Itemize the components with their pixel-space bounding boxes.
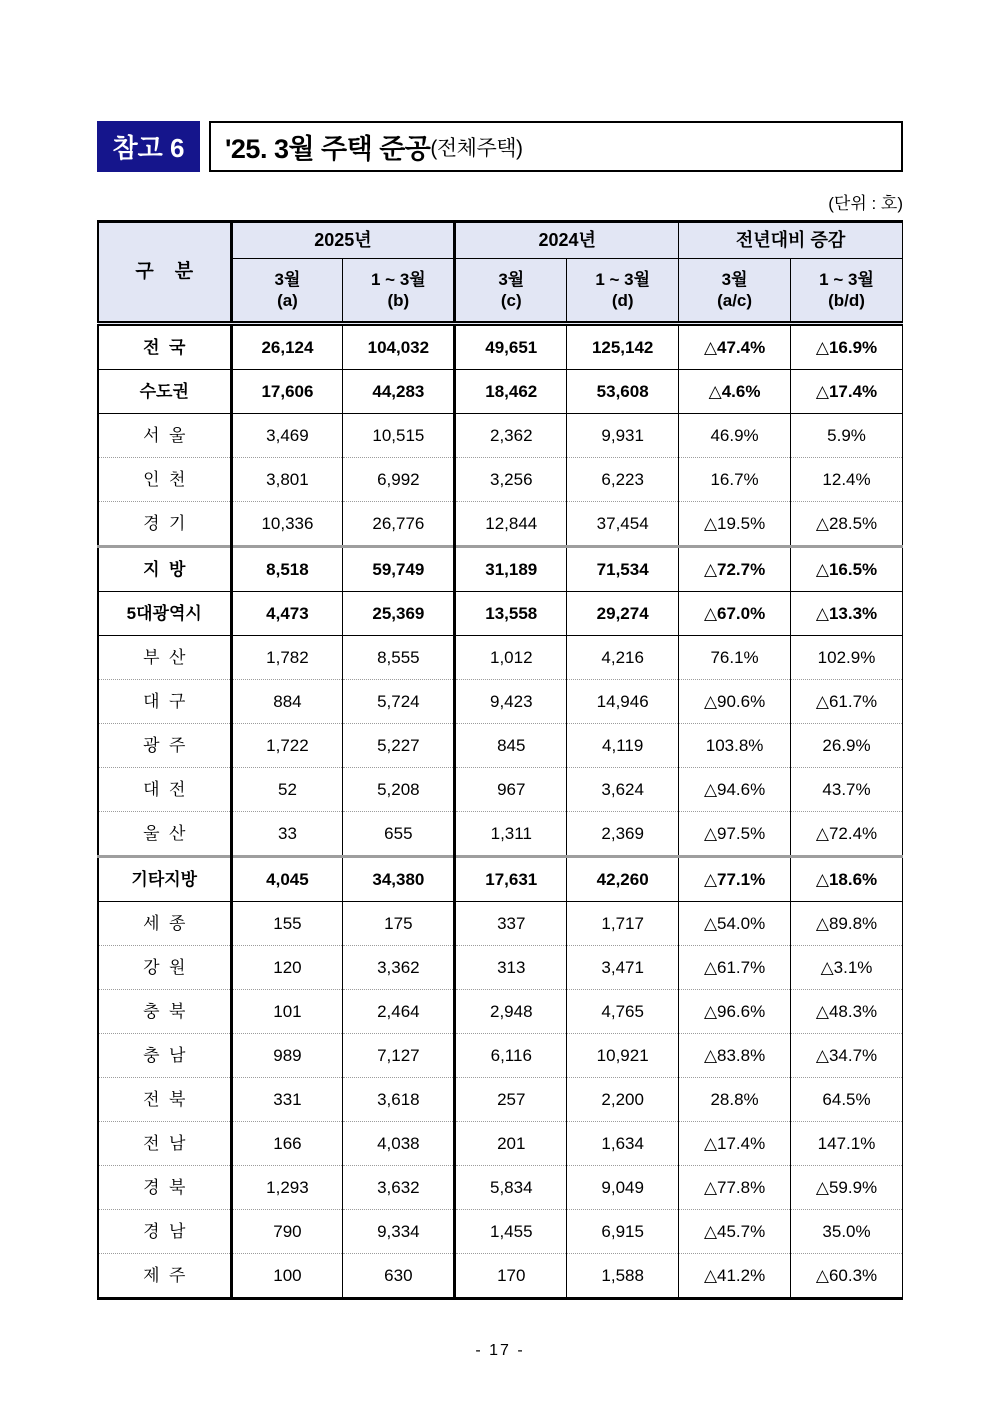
page-title: '25. 3월 주택 준공	[225, 134, 431, 164]
subheader-line1: 1 ~ 3월	[819, 269, 874, 289]
cell-2025-mar: 4,473	[231, 592, 343, 636]
cell-2025-q1: 5,227	[343, 724, 455, 768]
subheader-yoy-q1	[791, 259, 903, 324]
housing-completion-table	[97, 220, 903, 1300]
cell-2025-mar: 1,722	[231, 724, 343, 768]
cell-yoy-mar: △83.8%	[679, 1034, 791, 1078]
cell-2025-mar: 8,518	[231, 547, 343, 592]
subheader-line2: (b)	[387, 291, 410, 310]
table-row	[98, 946, 903, 990]
cell-yoy-mar: △54.0%	[679, 902, 791, 946]
cell-2024-mar: 1,012	[455, 636, 567, 680]
row-label: 강 원	[98, 946, 231, 990]
group-header-yoy: 전년대비 증감	[679, 222, 903, 259]
table-row	[98, 1078, 903, 1122]
cell-2025-mar: 3,801	[231, 458, 343, 502]
cell-2025-q1: 2,464	[343, 990, 455, 1034]
subheader-2025-mar	[231, 259, 343, 324]
subheader-line1: 3월	[721, 269, 748, 289]
cell-2025-q1: 5,208	[343, 768, 455, 812]
cell-2024-mar: 17,631	[455, 857, 567, 902]
table-row	[98, 414, 903, 458]
row-label: 제 주	[98, 1254, 231, 1299]
cell-yoy-mar: △19.5%	[679, 502, 791, 547]
cell-2025-q1: 175	[343, 902, 455, 946]
cell-yoy-mar: △4.6%	[679, 370, 791, 414]
cell-yoy-mar: △96.6%	[679, 990, 791, 1034]
page-number: - 17 -	[475, 1342, 525, 1359]
cell-2024-mar: 967	[455, 768, 567, 812]
cell-2024-q1: 3,471	[567, 946, 679, 990]
table-row	[98, 680, 903, 724]
subheader-2024-q1	[567, 259, 679, 324]
cell-yoy-q1: △72.4%	[791, 812, 903, 857]
cell-2024-mar: 49,651	[455, 324, 567, 370]
cell-2024-q1: 1,588	[567, 1254, 679, 1299]
cell-2025-q1: 59,749	[343, 547, 455, 592]
cell-2024-q1: 10,921	[567, 1034, 679, 1078]
cell-2025-mar: 790	[231, 1210, 343, 1254]
cell-yoy-q1: △3.1%	[791, 946, 903, 990]
cell-2025-q1: 630	[343, 1254, 455, 1299]
cell-2024-mar: 170	[455, 1254, 567, 1299]
cell-2025-q1: 6,992	[343, 458, 455, 502]
cell-2024-q1: 71,534	[567, 547, 679, 592]
cell-yoy-mar: △17.4%	[679, 1122, 791, 1166]
cell-2025-q1: 26,776	[343, 502, 455, 547]
table-row	[98, 592, 903, 636]
cell-2025-q1: 34,380	[343, 857, 455, 902]
title-box	[209, 121, 903, 172]
cell-2024-mar: 201	[455, 1122, 567, 1166]
subheader-yoy-mar	[679, 259, 791, 324]
row-label: 전 남	[98, 1122, 231, 1166]
cell-2024-mar: 18,462	[455, 370, 567, 414]
cell-2025-mar: 10,336	[231, 502, 343, 547]
cell-2024-q1: 37,454	[567, 502, 679, 547]
cell-2024-q1: 125,142	[567, 324, 679, 370]
cell-yoy-mar: △41.2%	[679, 1254, 791, 1299]
subheader-2025-q1	[343, 259, 455, 324]
cell-2024-mar: 6,116	[455, 1034, 567, 1078]
cell-2025-q1: 9,334	[343, 1210, 455, 1254]
subheader-2024-mar	[455, 259, 567, 324]
cell-yoy-q1: △16.9%	[791, 324, 903, 370]
cell-2025-mar: 26,124	[231, 324, 343, 370]
cell-yoy-q1: 43.7%	[791, 768, 903, 812]
group-header-2024: 2024년	[455, 222, 679, 259]
cell-yoy-q1: △34.7%	[791, 1034, 903, 1078]
cell-yoy-q1: △59.9%	[791, 1166, 903, 1210]
cell-yoy-q1: △18.6%	[791, 857, 903, 902]
table-row	[98, 1122, 903, 1166]
cell-2025-mar: 166	[231, 1122, 343, 1166]
cell-yoy-q1: 5.9%	[791, 414, 903, 458]
subheader-line2: (a)	[277, 291, 298, 310]
cell-2024-q1: 3,624	[567, 768, 679, 812]
cell-2025-mar: 100	[231, 1254, 343, 1299]
cell-2024-q1: 6,915	[567, 1210, 679, 1254]
row-label: 세 종	[98, 902, 231, 946]
cell-2025-q1: 44,283	[343, 370, 455, 414]
cell-2024-q1: 1,634	[567, 1122, 679, 1166]
cell-2025-mar: 4,045	[231, 857, 343, 902]
cell-yoy-mar: 16.7%	[679, 458, 791, 502]
cell-2024-mar: 313	[455, 946, 567, 990]
cell-2025-q1: 25,369	[343, 592, 455, 636]
row-label: 충 북	[98, 990, 231, 1034]
row-label: 충 남	[98, 1034, 231, 1078]
cell-yoy-q1: △89.8%	[791, 902, 903, 946]
cell-2024-q1: 1,717	[567, 902, 679, 946]
cell-2025-mar: 52	[231, 768, 343, 812]
row-label: 5대광역시	[98, 592, 231, 636]
cell-2025-q1: 3,618	[343, 1078, 455, 1122]
row-label: 부 산	[98, 636, 231, 680]
cell-2025-q1: 8,555	[343, 636, 455, 680]
cell-yoy-mar: △94.6%	[679, 768, 791, 812]
cell-2024-q1: 9,931	[567, 414, 679, 458]
reference-badge: 참고 6	[97, 121, 200, 172]
table-row	[98, 990, 903, 1034]
cell-2024-mar: 5,834	[455, 1166, 567, 1210]
cell-2025-q1: 7,127	[343, 1034, 455, 1078]
row-label: 기타지방	[98, 857, 231, 902]
table-row	[98, 370, 903, 414]
subheader-line2: (c)	[500, 291, 522, 310]
cell-yoy-mar: 103.8%	[679, 724, 791, 768]
table-row	[98, 1254, 903, 1299]
cell-2024-q1: 4,765	[567, 990, 679, 1034]
table-row	[98, 1210, 903, 1254]
cell-2025-mar: 17,606	[231, 370, 343, 414]
cell-yoy-q1: 35.0%	[791, 1210, 903, 1254]
cell-yoy-q1: △16.5%	[791, 547, 903, 592]
row-label: 수도권	[98, 370, 231, 414]
cell-yoy-mar: △47.4%	[679, 324, 791, 370]
cell-yoy-mar: △90.6%	[679, 680, 791, 724]
cell-2024-q1: 2,369	[567, 812, 679, 857]
header-group-row	[98, 222, 903, 259]
cell-2024-q1: 9,049	[567, 1166, 679, 1210]
cell-2025-q1: 104,032	[343, 324, 455, 370]
cell-2024-q1: 4,216	[567, 636, 679, 680]
table-body	[98, 324, 903, 1299]
subheader-line2: (a/c)	[717, 291, 753, 310]
cell-2024-q1: 29,274	[567, 592, 679, 636]
cell-2024-q1: 6,223	[567, 458, 679, 502]
cell-yoy-q1: 26.9%	[791, 724, 903, 768]
cell-yoy-mar: △77.8%	[679, 1166, 791, 1210]
cell-2024-q1: 2,200	[567, 1078, 679, 1122]
table-row	[98, 1034, 903, 1078]
cell-yoy-q1: △17.4%	[791, 370, 903, 414]
cell-yoy-mar: △67.0%	[679, 592, 791, 636]
cell-2025-mar: 3,469	[231, 414, 343, 458]
table-row	[98, 768, 903, 812]
table-row	[98, 502, 903, 547]
cell-yoy-q1: △48.3%	[791, 990, 903, 1034]
cell-2025-q1: 3,632	[343, 1166, 455, 1210]
row-label: 대 구	[98, 680, 231, 724]
cell-yoy-mar: △97.5%	[679, 812, 791, 857]
cell-2025-mar: 33	[231, 812, 343, 857]
cell-2024-q1: 42,260	[567, 857, 679, 902]
group-header-2025: 2025년	[231, 222, 455, 259]
row-label: 서 울	[98, 414, 231, 458]
row-label: 대 전	[98, 768, 231, 812]
cell-2024-mar: 2,948	[455, 990, 567, 1034]
row-label: 광 주	[98, 724, 231, 768]
cell-yoy-q1: 12.4%	[791, 458, 903, 502]
cell-2024-mar: 337	[455, 902, 567, 946]
subheader-line1: 1 ~ 3월	[371, 269, 426, 289]
cell-yoy-mar: 28.8%	[679, 1078, 791, 1122]
cell-2025-q1: 4,038	[343, 1122, 455, 1166]
row-label: 전 국	[143, 337, 186, 357]
cell-2025-q1: 5,724	[343, 680, 455, 724]
cell-2025-mar: 989	[231, 1034, 343, 1078]
cell-yoy-mar: △77.1%	[679, 857, 791, 902]
table-row	[98, 812, 903, 857]
cell-2024-mar: 2,362	[455, 414, 567, 458]
cell-yoy-mar: 76.1%	[679, 636, 791, 680]
cell-2025-q1: 655	[343, 812, 455, 857]
cell-yoy-q1: △61.7%	[791, 680, 903, 724]
cell-2024-mar: 12,844	[455, 502, 567, 547]
cell-yoy-mar: △61.7%	[679, 946, 791, 990]
row-label: 울 산	[98, 812, 231, 857]
cell-2024-mar: 257	[455, 1078, 567, 1122]
document-header	[97, 121, 903, 172]
cell-yoy-q1: 64.5%	[791, 1078, 903, 1122]
cell-yoy-q1: △60.3%	[791, 1254, 903, 1299]
row-label: 경 북	[98, 1166, 231, 1210]
table-header	[98, 222, 903, 324]
cell-yoy-q1: 147.1%	[791, 1122, 903, 1166]
cell-2024-mar: 9,423	[455, 680, 567, 724]
table-row	[98, 458, 903, 502]
cell-2024-q1: 14,946	[567, 680, 679, 724]
table-row	[98, 547, 903, 592]
cell-2024-mar: 3,256	[455, 458, 567, 502]
row-label: 인 천	[98, 458, 231, 502]
cell-2024-mar: 31,189	[455, 547, 567, 592]
table-row	[98, 857, 903, 902]
table-row	[98, 636, 903, 680]
cell-2024-q1: 4,119	[567, 724, 679, 768]
table-row	[98, 902, 903, 946]
cell-2025-q1: 3,362	[343, 946, 455, 990]
cell-2024-mar: 13,558	[455, 592, 567, 636]
cell-2025-mar: 1,293	[231, 1166, 343, 1210]
cell-yoy-q1: 102.9%	[791, 636, 903, 680]
subheader-line1: 1 ~ 3월	[595, 269, 651, 289]
cell-2024-mar: 845	[455, 724, 567, 768]
cell-yoy-mar: △72.7%	[679, 547, 791, 592]
row-label: 경 남	[98, 1210, 231, 1254]
cell-2025-mar: 331	[231, 1078, 343, 1122]
subheader-line1: 3월	[498, 269, 525, 289]
table-row	[98, 1166, 903, 1210]
unit-note: (단위 : 호)	[828, 194, 903, 213]
cell-2025-q1: 10,515	[343, 414, 455, 458]
cell-2025-mar: 1,782	[231, 636, 343, 680]
cell-yoy-mar: 46.9%	[679, 414, 791, 458]
row-label: 경 기	[98, 502, 231, 547]
cell-2024-q1: 53,608	[567, 370, 679, 414]
table-row	[98, 324, 903, 370]
corner-header: 구 분	[98, 222, 231, 324]
table-row	[98, 724, 903, 768]
subheader-line1: 3월	[274, 269, 301, 289]
cell-yoy-q1: △13.3%	[791, 592, 903, 636]
row-label: 지 방	[98, 547, 231, 592]
cell-2024-mar: 1,311	[455, 812, 567, 857]
cell-yoy-mar: △45.7%	[679, 1210, 791, 1254]
cell-2025-mar: 155	[231, 902, 343, 946]
cell-2025-mar: 120	[231, 946, 343, 990]
subheader-line2: (d)	[611, 291, 634, 310]
subheader-line2: (b/d)	[828, 291, 865, 310]
cell-2024-mar: 1,455	[455, 1210, 567, 1254]
cell-yoy-q1: △28.5%	[791, 502, 903, 547]
row-label: 전 북	[98, 1078, 231, 1122]
cell-2025-mar: 884	[231, 680, 343, 724]
cell-2025-mar: 101	[231, 990, 343, 1034]
page-title-suffix: (전체주택)	[430, 136, 523, 160]
